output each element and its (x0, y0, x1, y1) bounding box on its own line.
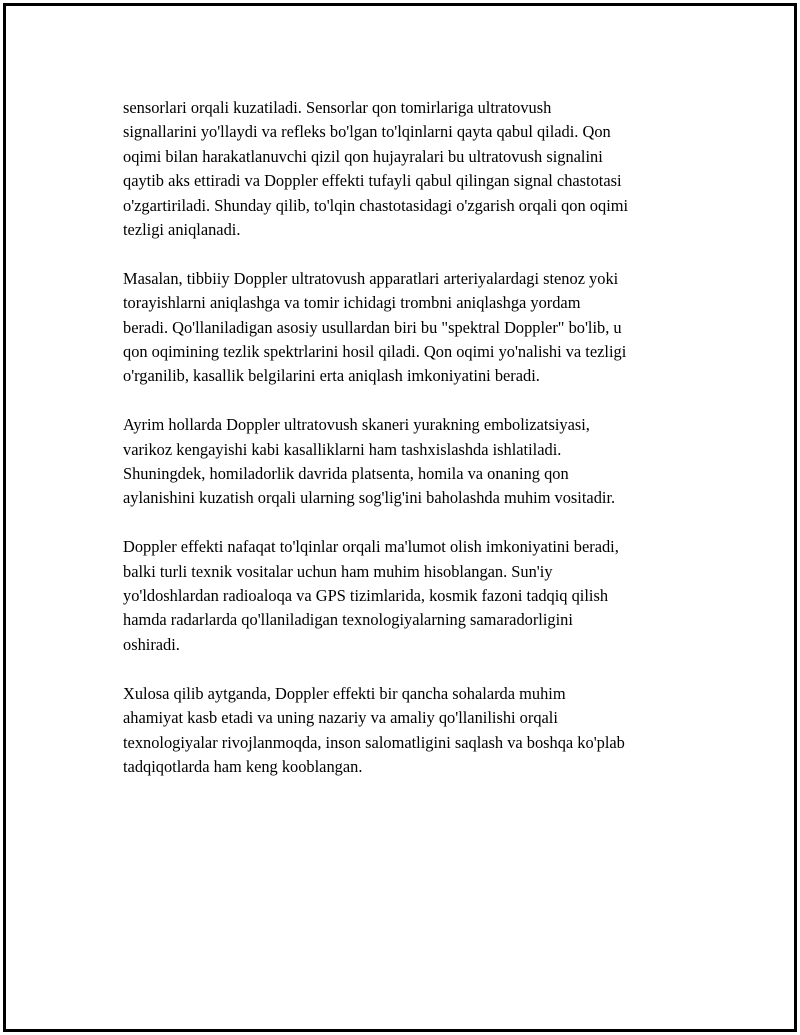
text-line: yo'ldoshlardan radioaloqa va GPS tizimlarida, kosmik fazoni tadqiq qilish (123, 586, 609, 606)
paragraph-1 (123, 96, 703, 242)
text-line: o'rganilib, kasallik belgilarini erta aniqlash imkoniyatini beradi. (123, 366, 540, 386)
text-line: Doppler effekti nafaqat to'lqinlar orqali ma'lumot olish imkoniyatini beradi, (123, 537, 619, 557)
text-line: balki turli texnik vositalar uchun ham muhim hisoblangan. Sun'iy (123, 561, 553, 581)
text-line: qon oqimining tezlik spektrlarini hosil qiladi. Qon oqimi yo'nalishi va tezligi (123, 342, 627, 362)
text-line: tezligi aniqlanadi. (123, 220, 241, 240)
text-line: oqimi bilan harakatlanuvchi qizil qon hujayralari bu ultratovush signalini (123, 146, 603, 166)
text-line: Shuningdek, homiladorlik davrida platsenta, homila va onaning qon (123, 464, 569, 484)
text-line: tadqiqotlarda ham keng kooblangan. (123, 756, 363, 776)
paragraph-5 (123, 682, 703, 780)
document-body (123, 96, 703, 804)
text-line: Masalan, tibbiiy Doppler ultratovush apparatlari arteriyalardagi stenoz yoki (123, 268, 619, 288)
text-line: ahamiyat kasb etadi va uning nazariy va amaliy qo'llanilishi orqali (123, 708, 558, 728)
text-line: aylanishini kuzatish orqali ularning sog'lig'ini baholashda muhim vositadir. (123, 488, 616, 508)
text-line: sensorlari orqali kuzatiladi. Sensorlar qon tomirlariga ultratovush (123, 98, 552, 117)
text-line: oshiradi. (123, 634, 180, 654)
text-line: Ayrim hollarda Doppler ultratovush skaneri yurakning embolizatsiyasi, (123, 415, 590, 435)
text-line: o'zgartiriladi. Shunday qilib, to'lqin chastotasidagi o'zgarish orqali qon oqimi (123, 195, 629, 215)
text-line: Xulosa qilib aytganda, Doppler effekti bir qancha sohalarda muhim (123, 683, 566, 703)
text-line: varikoz kengayishi kabi kasalliklarni ham tashxislashda ishlatiladi. (123, 439, 562, 459)
paragraph-2 (123, 267, 703, 389)
paragraph-4 (123, 535, 703, 657)
text-line: hamda radarlarda qo'llaniladigan texnologiyalarning samaradorligini (123, 610, 573, 630)
text-line: qaytib aks ettiradi va Doppler effekti tufayli qabul qilingan signal chastotasi (123, 171, 622, 191)
text-line: signallarini yo'llaydi va refleks bo'lgan to'lqinlarni qayta qabul qiladi. Qon (123, 122, 611, 142)
paragraph-3 (123, 413, 703, 511)
page-frame (3, 3, 797, 1032)
text-line: beradi. Qo'llaniladigan asosiy usullardan biri bu "spektral Doppler" bo'lib, u (123, 317, 622, 337)
text-line: torayishlarni aniqlashga va tomir ichidagi trombni aniqlashga yordam (123, 293, 581, 313)
text-line: texnologiyalar rivojlanmoqda, inson salomatligini saqlash va boshqa ko'plab (123, 732, 625, 752)
